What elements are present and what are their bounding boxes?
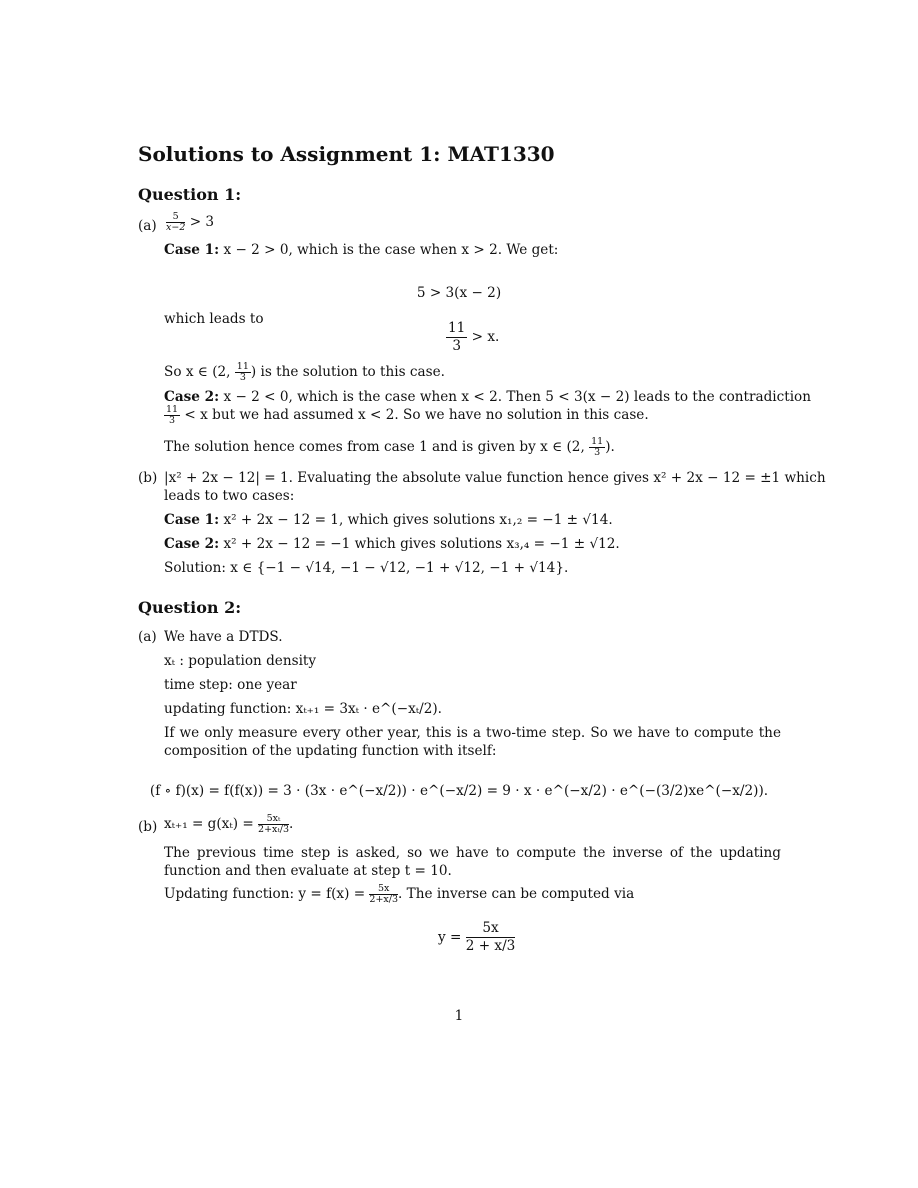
q2a-line3: time step: one year xyxy=(164,677,297,693)
page-title: Solutions to Assignment 1: MAT1330 xyxy=(138,142,555,166)
q1a-case2: Case 2: x − 2 < 0, which is the case when x < 2. Then 5 < 3(x − 2) leads to the contradiction xyxy=(164,389,811,405)
page-number: 1 xyxy=(454,1008,464,1024)
question-1-heading: Question 1: xyxy=(138,185,242,204)
q1b-text-line2: leads to two cases: xyxy=(164,488,295,504)
q1a-leads-equation: $\frac{11}{3}$ > x. xyxy=(448,320,500,354)
q2a-label: (a) xyxy=(138,629,157,645)
q2b-inverse-equation: y = $\frac{5x}{2 + x/3}$ xyxy=(438,920,516,954)
q1a-leads-to: which leads to xyxy=(164,311,264,327)
q1a-so-text: So x ∈ (2, $\frac{11}{3}$ ) is the solution to this case. xyxy=(164,361,445,383)
q1b-case2: Case 2: x² + 2x − 12 = −1 which gives solutions x₃,₄ = −1 ± √12. xyxy=(164,536,620,552)
q1a-inequality: $\frac{5}{x-2}$ > 3 xyxy=(166,211,215,233)
q1b-solution: Solution: x ∈ {−1 − √14, −1 − √12, −1 + √12, −1 + √14}. xyxy=(164,560,569,576)
q2b-label: (b) xyxy=(138,819,158,835)
q1b-text-line1: |x² + 2x − 12| = 1. Evaluating the absolute value function hence gives x² + 2x − 12 = ±1 which xyxy=(164,470,826,486)
question-2-heading: Question 2: xyxy=(138,598,242,617)
q1b-label: (b) xyxy=(138,470,158,486)
q2a-line4: updating function: xₜ₊₁ = 3xₜ · e^(−xₜ/2). xyxy=(164,701,442,717)
q2a-line2: xₜ : population density xyxy=(164,653,317,669)
q2b-updating-function: Updating function: y = f(x) = $\frac{5x}{2+x/3}$ . The inverse can be computed via xyxy=(164,883,635,905)
q1a-solution: The solution hence comes from case 1 and is given by x ∈ (2, $\frac{11}{3}$ ). xyxy=(164,436,615,458)
q2b-line1: xₜ₊₁ = g(xₜ) = $\frac{\text{5xₜ}}{\text{2+xₜ/3}}$ . xyxy=(164,813,294,835)
q1a-case2-line2: $\frac{11}{3}$ < x but we had assumed x < 2. So we have no solution in this case. xyxy=(166,404,649,426)
q1a-case1-equation: 5 > 3(x − 2) xyxy=(416,285,502,301)
q1b-case1: Case 1: x² + 2x − 12 = 1, which gives solutions x₁,₂ = −1 ± √14. xyxy=(164,512,613,528)
q2a-line1: We have a DTDS. xyxy=(164,629,283,645)
q1a-fraction: $\frac{5}{x-2}$ xyxy=(166,211,186,233)
q2b-paragraph: The previous time step is asked, so we have to compute the inverse of the updating function and then evaluate at step t = 10. xyxy=(164,845,781,879)
q1a-label: (a) xyxy=(138,218,157,234)
q2a-composition-equation: (f ∘ f)(x) = f(f(x)) = 3 · (3x · e^(−x/2)) · e^(−x/2) = 9 · x · e^(−x/2) · e^(−(3/2)xe^(−x/2)). xyxy=(149,783,769,799)
q1a-case1: Case 1: x − 2 > 0, which is the case when x > 2. We get: xyxy=(164,242,559,258)
q2a-paragraph: If we only measure every other year, this is a two-time step. So we have to compute the composition of the updating function with itself: xyxy=(164,725,781,759)
